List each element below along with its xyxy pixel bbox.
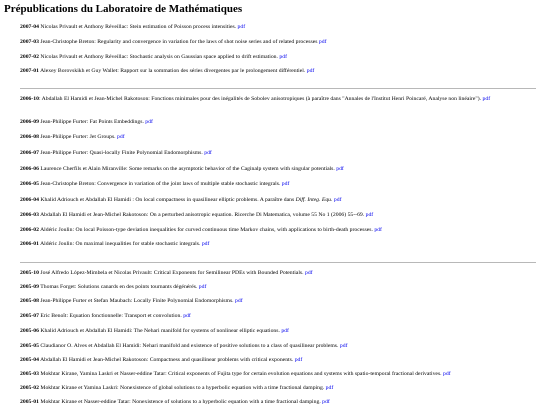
preprint-date: 2005-05 bbox=[20, 343, 39, 349]
pdf-link[interactable]: pdf bbox=[325, 385, 334, 391]
preprint-text: Khalid Adriouch et Abdallah El Hamidi: The Nehari manifold for systems of nonlinear elliptic equations. bbox=[40, 328, 280, 334]
preprint-entry bbox=[20, 241, 532, 248]
preprint-date: 2007-01 bbox=[20, 68, 39, 74]
pdf-link[interactable]: pdf bbox=[204, 150, 212, 156]
preprint-date: 2006-07 bbox=[20, 150, 39, 156]
pdf-link[interactable]: pdf bbox=[336, 166, 344, 172]
preprint-text: Mokhtar Kirane et Yamina Laskri: Nonexistence of global solutions to a hyperbolic equation with a time fractional damping. bbox=[40, 385, 325, 391]
preprint-text: Alexey Borovskikh et Guy Wallet: Rapport sur la sommation des séries divergentes par le prolongement différentiel. bbox=[40, 68, 306, 74]
pdf-link[interactable]: pdf bbox=[306, 68, 315, 74]
pdf-link[interactable]: pdf bbox=[365, 212, 374, 218]
section-divider bbox=[20, 262, 536, 263]
preprint-date: 2006-03 bbox=[20, 212, 39, 218]
pdf-link[interactable]: pdf bbox=[374, 227, 382, 233]
preprint-entry bbox=[20, 150, 532, 157]
preprint-entry bbox=[20, 212, 532, 219]
preprint-text: Jean-Christophe Breton: Regularity and convergence in variation for the laws of shot noise series and of related processes bbox=[40, 39, 318, 45]
pdf-link[interactable]: pdf bbox=[117, 134, 125, 140]
pdf-link[interactable]: pdf bbox=[339, 343, 348, 349]
preprint-text: José Alfredo López-Mimbela et Nicolas Privault: Critical Exponents for Semilinear PDEs with Bounded Potentials. bbox=[40, 270, 304, 276]
preprint-text: Jean-Philippe Furter: Jet Groups. bbox=[40, 134, 116, 140]
preprint-entry bbox=[20, 54, 532, 61]
preprint-text: Laurence Cherfils et Alain Miranville: Some remarks on the asymptotic behavior of the Caginalp system with singular potentials. bbox=[40, 166, 335, 172]
preprint-text: Eric Benoît: Equation fonctionnelle: Transport et convolution. bbox=[40, 313, 182, 319]
page-title: Prépublications du Laboratoire de Mathématiques bbox=[4, 3, 243, 15]
pdf-link[interactable]: pdf bbox=[318, 39, 327, 45]
preprint-text: Thomas Forget: Solutions canards en des points tournants dégénérés. bbox=[40, 284, 198, 290]
preprint-entry bbox=[20, 197, 532, 204]
pdf-link[interactable]: pdf bbox=[322, 399, 330, 405]
preprint-date: 2006-04 bbox=[20, 197, 39, 203]
preprint-text: Khalid Adriouch et Abdallah El Hamidi : On local compactness in quasilinear elliptic problems. A paraître dans bbox=[40, 197, 296, 203]
pdf-link[interactable]: pdf bbox=[198, 284, 207, 290]
pdf-link[interactable]: pdf bbox=[183, 313, 191, 319]
journal-name: Diff. Integ. Equ. bbox=[295, 197, 333, 203]
preprint-entry bbox=[20, 313, 532, 320]
preprint-entry: 2006-10: Abdallah El Hamidi et Jean-Michel Rakotoson: Fonctions minimales pour des inégalités de Sobolev anisotropiques (à paraître dans "Annales de l'Institut Henri Poincaré, Analyse non linéaire"). pdf bbox=[20, 96, 491, 102]
section-divider bbox=[20, 88, 536, 89]
preprint-text: Jean-Christophe Breton: Convergence in variation of the joint laws of multiple stable stochastic integrals. bbox=[40, 181, 281, 187]
preprint-text: Jean-Philippe Furter: Fat Points Embeddings. bbox=[40, 119, 144, 125]
preprint-entry bbox=[20, 24, 532, 31]
preprint-date: 2005-06 bbox=[20, 328, 39, 334]
preprint-date: 2005-10 bbox=[20, 270, 39, 276]
preprint-entry bbox=[20, 343, 532, 350]
preprint-entry bbox=[20, 284, 532, 291]
preprint-entry bbox=[20, 357, 532, 364]
preprint-date: 2005-01 bbox=[20, 399, 39, 405]
preprint-date: 2006-09 bbox=[20, 119, 39, 125]
pdf-link[interactable]: pdf bbox=[201, 241, 210, 247]
preprint-entry bbox=[20, 328, 532, 335]
preprint-text: Nicolas Privault et Anthony Réveillac: Stochastic analysis on Gaussian space applied to drift estimation. bbox=[40, 54, 278, 60]
preprint-entry bbox=[20, 385, 532, 392]
preprint-text: Mokhtar Kirane et Nasser-eddine Tatar: Nonexistence of solutions to a hyperbolic equation with a time fractional damping. bbox=[40, 399, 321, 405]
preprint-entry bbox=[20, 166, 532, 173]
pdf-link[interactable]: pdf bbox=[294, 357, 303, 363]
preprint-date: 2007-02 bbox=[20, 54, 39, 60]
preprint-text: Jean-Philippe Furter et Stefan Maubach: Locally Finite Polynomial Endomorphisms. bbox=[40, 298, 234, 304]
preprint-entry bbox=[20, 227, 532, 234]
preprint-text: Abdallah El Hamidi et Jean-Michel Rakotoson: On a perturbed anisotropic equation. Ricerche Di Matematica, volume 55 No 1 (2006) 55--69. bbox=[40, 212, 365, 218]
pdf-link[interactable]: pdf bbox=[333, 197, 342, 203]
preprint-entry bbox=[20, 134, 532, 141]
preprint-entry bbox=[20, 371, 532, 378]
preprint-text: Abdallah El Hamidi et Jean-Michel Rakotoson: Fonctions minimales pour des inégalités de Sobolev anisotropiques (à paraître dans "Annales de l'Institut Henri Poincaré, Analyse non linéaire"). bbox=[41, 96, 482, 102]
preprint-date: 2006-06 bbox=[20, 166, 39, 172]
preprint-text: Abdallah El Hamidi et Jean-Michel Rakotoson: Compactness and quasilinear problems with critical exponents. bbox=[40, 357, 294, 363]
preprint-text: Aldéric Joulin: On local Poisson-type deviation inequalities for curved continuous time Markov chains, with applications to birth-death processes. bbox=[40, 227, 373, 233]
preprint-text: Jean-Philippe Furter: Quasi-locally Finite Polynomial Endomorphisms. bbox=[40, 150, 203, 156]
preprint-date: 2007-04 bbox=[20, 24, 39, 30]
preprint-date: 2005-08 bbox=[20, 298, 39, 304]
pdf-link[interactable]: pdf bbox=[237, 24, 246, 30]
preprint-text: Aldéric Joulin: On maximal inequalities for stable stochastic integrals. bbox=[40, 241, 201, 247]
preprint-date: 2007-03 bbox=[20, 39, 39, 45]
preprint-text: Mokhtar Kirane, Yamina Laskri et Nasser-eddine Tatar: Critical exponents of Fujita type for certain evolution equations and systems with spatio-temporal fractional derivatives. bbox=[40, 371, 442, 377]
preprint-entry bbox=[20, 270, 532, 277]
pdf-link[interactable]: pdf bbox=[145, 119, 153, 125]
preprint-date: 2005-04 bbox=[20, 357, 39, 363]
preprint-entry bbox=[20, 181, 532, 188]
preprint-entry bbox=[20, 119, 532, 126]
preprint-text: Nicolas Privault et Anthony Réveillac: Stein estimation of Poisson process intensities. bbox=[40, 24, 237, 30]
pdf-link[interactable]: pdf bbox=[235, 298, 243, 304]
pdf-link[interactable]: pdf bbox=[279, 54, 287, 60]
preprint-entry bbox=[20, 68, 532, 75]
preprint-date: 2005-03 bbox=[20, 371, 39, 377]
pdf-link[interactable]: pdf bbox=[281, 328, 289, 334]
preprint-text: Claudianor O. Alves et Abdallah El Hamidi: Nehari manifold and existence of positive solutions to a class of quasilinear problems. bbox=[40, 343, 339, 349]
preprint-date: 2005-02 bbox=[20, 385, 39, 391]
preprint-date: 2006-10 bbox=[20, 96, 39, 102]
preprint-date: 2006-05 bbox=[20, 181, 39, 187]
preprint-entry bbox=[20, 39, 532, 46]
preprint-date: 2006-02 bbox=[20, 227, 39, 233]
preprint-date: 2006-01 bbox=[20, 241, 39, 247]
preprint-entry bbox=[20, 298, 532, 305]
pdf-link[interactable]: pdf bbox=[482, 96, 491, 102]
pdf-link[interactable]: pdf bbox=[281, 181, 290, 187]
preprint-date: 2005-09 bbox=[20, 284, 39, 290]
preprint-date: 2005-07 bbox=[20, 313, 39, 319]
pdf-link[interactable]: pdf bbox=[304, 270, 313, 276]
preprint-date: 2006-08 bbox=[20, 134, 39, 140]
pdf-link[interactable]: pdf bbox=[443, 371, 451, 377]
